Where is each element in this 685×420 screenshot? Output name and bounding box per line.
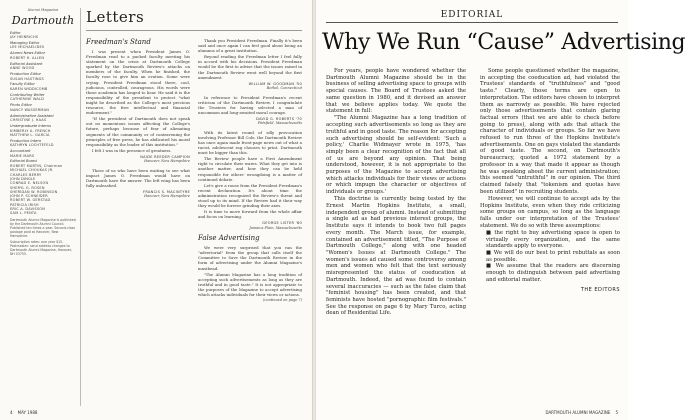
staff-role: Administrative Assistant: [10, 113, 54, 118]
right-page-number: 5: [615, 410, 618, 415]
staff-role: Production Editor: [10, 72, 42, 77]
staff-name: MICHAEL CHOUKAS JR.: [10, 168, 54, 173]
letters-column-2: [198, 38, 302, 408]
letter-item: [86, 168, 190, 199]
letter-item: [198, 38, 302, 91]
staff-role: Managing Editor: [10, 40, 40, 45]
staff-role: Faculty Editor: [10, 82, 35, 87]
staff-name: JOHN DINGLE: [10, 176, 36, 181]
staff-name: KIMBERLY A. FRENCH: [10, 128, 51, 133]
left-footer: [10, 410, 37, 415]
staff-name: CHRISTINE J. HAAS: [10, 118, 47, 123]
letter-paragraph: In reference to President Freedman's recent criticism of the Dartmouth Review, I congratulate the Trustees for having selected a man of uncommon and long-awaited moral courage.: [198, 94, 302, 115]
letter-signature: NAIDE REEDER CAMPION: [140, 154, 190, 159]
staff-role: Alumni News Editor: [10, 51, 46, 56]
staff-name: MARIE MARS: [10, 153, 35, 158]
editorial-paragraph: Some people questioned whether the magazine, in accepting the coeducation ad, had violated the Trustees' standards of "truthfulness" and "good taste." Clearly, those terms are open to interpretation. The editors have chosen to interpret them as narrowly as possible. We have rejected only those advertisements that contain glaring factual errors (that we are able to check before going to press), along with ads that attack the character of individuals or groups. So far we have refused to run three of the Hopkins Institute's advertisements. One on gays violated the standards of good taste. The second, on Dartmouth's bureaucracy, quoted a 1972 statement by a professor in a way that made it appear as though he was speaking about the current administration; this seemed "untruthful" in our opinion. The third claimed falsely that "tokenism and quotas have been utilized" in recruiting students.: [480, 68, 620, 195]
staff-role: Accountant: [10, 149, 31, 154]
staff-name: SUSAN HASTINGS: [10, 76, 44, 81]
subscription-note: Subscription rates: one year $15. Postmaster: send address changes to Dartmouth Alumni Magazine, Hanover, NH 03755.: [10, 239, 73, 256]
right-footer: [545, 410, 618, 415]
masthead-staff: [10, 31, 76, 216]
staff-name: ANNE WOOD: [10, 66, 35, 71]
masthead-kicker: Alumni Magazine: [27, 8, 59, 12]
staff-name: JOHN P. SCHNEIDER: [10, 194, 48, 199]
masthead-divider: [80, 8, 81, 406]
letter-place: Pittsfield, Massachusetts: [257, 121, 302, 126]
left-page: [0, 0, 312, 420]
editorial-column-2: [480, 68, 620, 404]
staff-name: KAREN WIDDICOMB: [10, 87, 48, 92]
staff-role: Editorial Assistant: [10, 61, 43, 66]
staff-name: ERIC A. DAVISSON: [10, 207, 46, 212]
staff-name: MATTHEW L. GARCIA: [10, 132, 50, 137]
staff-name: NANCY WASSERMAN: [10, 107, 50, 112]
masthead: [10, 8, 76, 406]
staff-role: Editor: [10, 30, 21, 35]
staff-name: ROBERT MARTIN, Chairman: [10, 164, 63, 169]
staff-name: ROBERT W. GERSTAD: [10, 198, 51, 203]
letter-signature: DAVID G. ROBERTS '70: [256, 116, 302, 121]
staff-role: Editorial Board: [10, 159, 37, 164]
letter-paragraph: Beyond reading the Freedman letter I feel fully in accord with his decisions. President Freedman would be the first to advise that the issues raised in the Dartmouth Review went well beyond the first amendment.: [198, 54, 302, 80]
letter-item: [86, 38, 190, 164]
section-label: EDITORIAL: [440, 10, 504, 20]
right-page: [316, 0, 685, 420]
staff-name: CONRAD E. NELSON: [10, 181, 49, 186]
letter-paragraph: The Review people have a First Amendment right to circulate their wares. What they get into is another matter, and how they can be held responsible for others' wrongdoing is a matter of continued debate.: [198, 156, 302, 182]
left-page-number: 4: [10, 410, 13, 415]
letter-paragraph: Thank you President Freedman. Finally it's been said and once again I can feel good about being an alumnus of a great institution.: [198, 38, 302, 54]
letter-title: Freedman's Stand: [86, 38, 151, 46]
masthead-title: Dartmouth: [11, 13, 75, 27]
editors-signature: THE EDITORS: [580, 286, 620, 293]
editorial-bullet: ■ the right to buy advertising space is open to virtually every organization, and the same standards apply to everyone.: [486, 229, 620, 250]
letter-paragraph: I felt I was in the presence of greatness.: [92, 147, 172, 153]
letter-signature: WILLIAM W. GOODMAN '50: [248, 81, 302, 86]
letter-paragraph: "If the president of Dartmouth does not speak out on momentous issues affecting the College's future, perhaps because of fear of alienating segments of the community or of contravening the principles of free press, he has abdicated his moral responsibility as the leader of this institution.": [86, 116, 190, 147]
staff-role: Contributing Writer: [10, 92, 45, 97]
editorial-paragraph: "The Alumni Magazine has a long tradition of accepting such advertisements so long as they are truthful and in good taste. The reason for accepting such advertising should be self-evident: 'Such a policy,' Charlie Widmayer wrote in 1975, 'has simply been a clear recognition of the fact that all of us are beyond any opinion. That being understood, however, it is not appropriate to the purposes of the Magazine to accept advertising which attacks individuals for their views or actions or which impugn the character or objectives of individuals or groups.': [326, 115, 466, 196]
publication-name: DARTMOUTH ALUMNI MAGAZINE: [545, 410, 611, 415]
staff-role: Production Intern: [10, 138, 42, 143]
staff-name: PATRICIA IRISH: [10, 202, 39, 207]
staff-name: KATHRYN LOCHTEFELD: [10, 143, 54, 148]
letter-item: [198, 234, 302, 302]
editorial-paragraph: For years, people have wondered whether the Dartmouth Alumni Magazine should be in the business of selling advertising space to groups with special causes. The Board of Trustees asked the same question in 1980, and it devised an answer that we believe applies today. We quote the statement in full:: [326, 68, 466, 115]
section-divider: [326, 22, 618, 23]
letter-place: Bethel, Connecticut: [266, 86, 302, 91]
letter-signature: GEORGE LISTER '80: [262, 221, 302, 226]
letter-paragraph: It is time to move forward from the whole affair and focus on learning.: [198, 209, 302, 220]
publication-note: Dartmouth Alumni Magazine is published by the Dartmouth Alumni Council. Published ten times a year. Second-class postage paid at Hanover, New Hampshire.: [10, 217, 76, 238]
letter-signature: FRANCIS S. MACINTYRE: [143, 190, 190, 195]
editorial-paragraph: However, we will continue to accept ads by the Hopkins Institute, even when they ride criticizing some groups on campus, so long as the language falls under our interpretation of the Trustees' statement. We do so with three assumptions:: [480, 195, 620, 229]
letter-paragraph: Let's give a rouse from the President Freedman's recent declaration. It's about time the administration recognized the Review's threat and stood up to its mind. If the Review had it their way they would be forever grinding their axes.: [198, 182, 302, 209]
staff-name: LEE MICHAELIDES: [10, 45, 45, 50]
staff-name: SHERYL G. ROSEN: [10, 185, 45, 190]
editorial-headline: Why We Run “Cause” Advertising: [322, 30, 685, 55]
staff-name: JAY HEINRICHS: [10, 35, 39, 40]
letters-heading: Letters: [86, 8, 145, 26]
issue-date: MAY 1988: [17, 410, 38, 415]
editorial-bullet: ■ We will do our best to print rebuttals as soon as possible.: [486, 249, 620, 263]
staff-name: SHERIDAN W. ROBINSON: [10, 189, 58, 194]
letter-place: Hanover, New Hampshire: [144, 159, 190, 164]
staff-role: Undergraduate Interns: [10, 124, 51, 129]
letter-paragraph: With its latest round of silly provocation involving Professor Bill Cole, the Dartmouth Review has once again made front-page news out of what a racist, adolescent rag chooses to print. Dartmouth must be bigger than this.: [198, 129, 302, 156]
staff-name: SAM L. PENTA: [10, 211, 37, 216]
staff-name: ROBERT H. ALLEN: [10, 55, 45, 60]
letter-place: Hanover, New Hampshire: [144, 194, 190, 199]
letter-paragraph: We were very surprised that you ran the "advertorial" from the group that calls itself the Committee to Save the Dartmouth Review in the form of advertising under the Alumni Magazine's masthead.: [198, 245, 302, 271]
letter-paragraph: "The Alumni Magazine has a long tradition of accepting such advertisements as long as they are truthful and in good taste." It is not appropriate to the purposes of the Magazine to accept advertising which attacks individuals for their views or actions.: [198, 271, 302, 297]
letter-item: [198, 95, 302, 126]
letter-paragraph: Those of us who have been waiting to see what impact James O. Freedman would have on Dartmouth have the answer. The left wing has been fully unleashed.: [86, 167, 190, 188]
editorial-bullet: ■ We assume that the readers are discerning enough to distinguish between paid advertising and editorial matter.: [486, 263, 620, 283]
staff-name: CHARLES BERRY: [10, 172, 42, 177]
staff-role: Photo Editor: [10, 103, 33, 108]
letters-divider: [86, 30, 302, 31]
letter-paragraph: I was present when President James O. Freedman read to a packed faculty meeting his statement on the crisis at Dartmouth College sparked by the Dartmouth Review's attacks on members of the faculty. When he finished, the faculty rose to give him an ovation. Some were crying. President Freedman stood there, cool, judicious, controlled, courageous. His words were those academia has longed to hear. He said it is the responsibility of the president to protect "what might be described as the College's most precious resource, the free intellectual and financial endowment.": [86, 49, 190, 116]
letter-title: False Advertising: [198, 234, 260, 243]
editorial-paragraph: This doctrine is currently being tested by the Ernest Martin Hopkins Institute, a small, independent group of alumni. Instead of submitting a single ad as had previous interest groups, the Institute says it intends to book two full pages every month. The March issue, for example, contained an advertisement titled, "The Purpose of Dartmouth College," along with one headed "Women's Issues at Dartmouth College." The women's issues ad caused some controversy among men and women who felt that the text seriously misrepresented the status of coeducation at Dartmouth. Indeed, the ad was found to contain several inaccuracies — such as the false claim that "feminist housing" has been created, and that feminists have hosted "pornographic film festivals." See the response on page 6 by Mary Turco, acting dean of Residential Life.: [326, 196, 466, 317]
editorial-column-1: [326, 68, 466, 404]
letters-column-1: [86, 38, 190, 408]
letter-place: (continued on page 7): [263, 298, 302, 303]
staff-name: CATHERINE WALD: [10, 97, 45, 102]
letter-place: Jamaica Plain, Massachusetts: [249, 225, 302, 230]
letter-item: [198, 130, 302, 230]
